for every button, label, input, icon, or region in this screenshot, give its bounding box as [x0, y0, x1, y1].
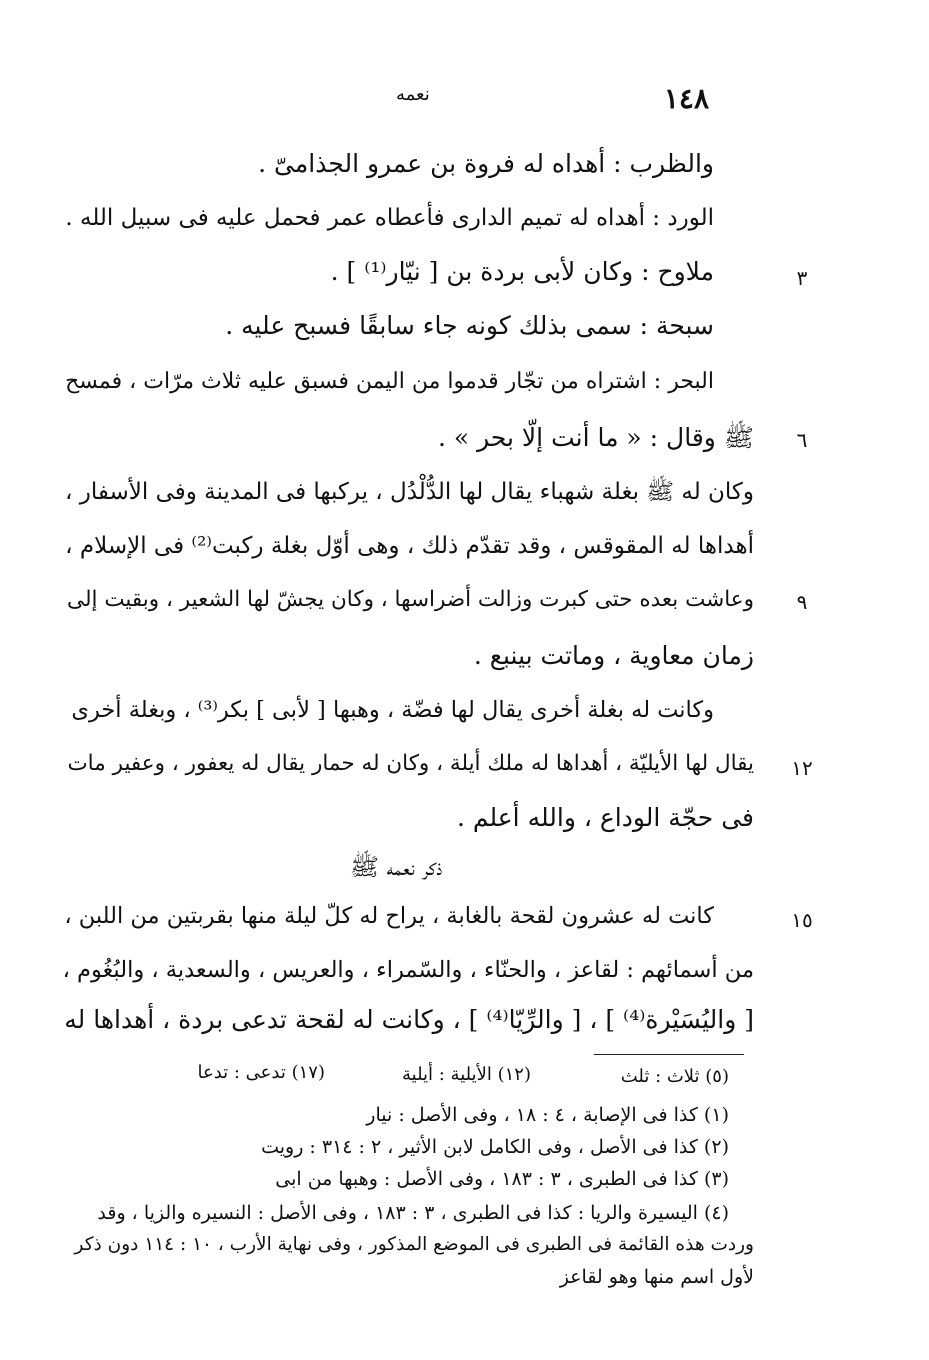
line-number-3: ٣ [796, 266, 808, 290]
body-line: البحر : اشتراه من تجّار قدموا من اليمن فسبق عليه ثلاث مرّات ، فمسح [65, 369, 714, 394]
body-line: أهداها له المقوقس ، وقد تقدّم ذلك ، وهى أوّل بغلة ركبت⁽²⁾ فى الإسلام ، [65, 533, 754, 559]
footnote: (٤) اليسيرة والريا : كذا فى الطبرى ، ٣ : ١٨٣ ، وفى الأصل : النسيره والزيا ، وقد [97, 1202, 729, 1224]
body-line: الورد : أهداه له تميم الدارى فأعطاه عمر فحمل عليه فى سبيل الله . [65, 205, 714, 231]
footnote: (٢) كذا فى الأصل ، وفى الكامل لابن الأثير ، ٢ : ٣١٤ : رويت [261, 1136, 729, 1158]
body-line: زمان معاوية ، وماتت بينبع . [473, 641, 754, 670]
section-line: [ واليُسَيْرة⁽⁴⁾ ] ، [ والرِّيّا⁽⁴⁾ ] ، وكانت له لقحة تدعى بردة ، أهداها له [64, 1005, 754, 1034]
body-line: وكان له ﷺ بغلة شهباء يقال لها الدُّلْدُل ، يركبها فى المدينة وفى الأسفار ، [65, 479, 754, 505]
line-number-9: ٩ [796, 590, 808, 614]
footnote: لأول اسم منها وهو لقاعز [559, 1266, 754, 1288]
footnote: (٣) كذا فى الطبرى ، ٣ : ١٨٣ ، وفى الأصل : وهبها من ابى [275, 1168, 729, 1190]
body-line: والظرب : أهداه له فروة بن عمرو الجذامىّ . [258, 149, 714, 178]
section-line: كانت له عشرون لقحة بالغابة ، يراح له كلّ ليلة منها بقربتين من اللبن ، [64, 903, 714, 929]
page-number: ١٤٨ [663, 82, 709, 115]
body-line: سبحة : سمى بذلك كونه جاء سابقًا فسبح عليه . [225, 311, 714, 340]
section-line: من أسمائهم : لقاعز ، والحنّاء ، والسّمراء ، والعريس ، والسعدية ، والبُغُوم ، [62, 957, 754, 983]
body-line: وكانت له بغلة أخرى يقال لها فضّة ، وهبها [ لأبى ] بكر⁽³⁾ ، وبغلة أخرى [71, 697, 714, 723]
footnote-separator [594, 1054, 744, 1055]
correction-note: (١٢) الأيلية : أيلية [402, 1064, 531, 1085]
body-line: ملاوح : وكان لأبى بردة بن [ نيّار⁽¹⁾ ] . [330, 257, 714, 286]
footnote: (١) كذا فى الإصابة ، ٤ : ١٨ ، وفى الأصل : نيار [366, 1104, 729, 1126]
correction-note: (٥) ثلاث : ثلث [620, 1066, 729, 1087]
footnote: وردت هذه القائمة فى الطبرى فى الموضع المذكور ، وفى نهاية الأرب ، ١٠ : ١١٤ دون ذكر [74, 1234, 754, 1255]
line-number-6: ٦ [796, 428, 808, 452]
correction-note: (١٧) تدعى : تدعا [197, 1062, 325, 1083]
line-number-15: ١٥ [791, 908, 813, 932]
body-line: فى حجّة الوداع ، والله أعلم . [456, 803, 754, 832]
body-line: ﷺ وقال : « ما أنت إلّا بحر » . [437, 423, 754, 452]
section-heading: ذكر نعمه ﷺ [350, 853, 443, 881]
running-title: نعمه [396, 84, 430, 105]
body-line: وعاشت بعده حتى كبرت وزالت أضراسها ، وكان يجشّ لها الشعير ، وبقيت إلى [67, 587, 754, 612]
body-line: يقال لها الأيليّة ، أهداها له ملك أيلة ، وكان له حمار يقال له يعفور ، وعفير مات [67, 751, 754, 776]
line-number-12: ١٢ [791, 756, 813, 780]
